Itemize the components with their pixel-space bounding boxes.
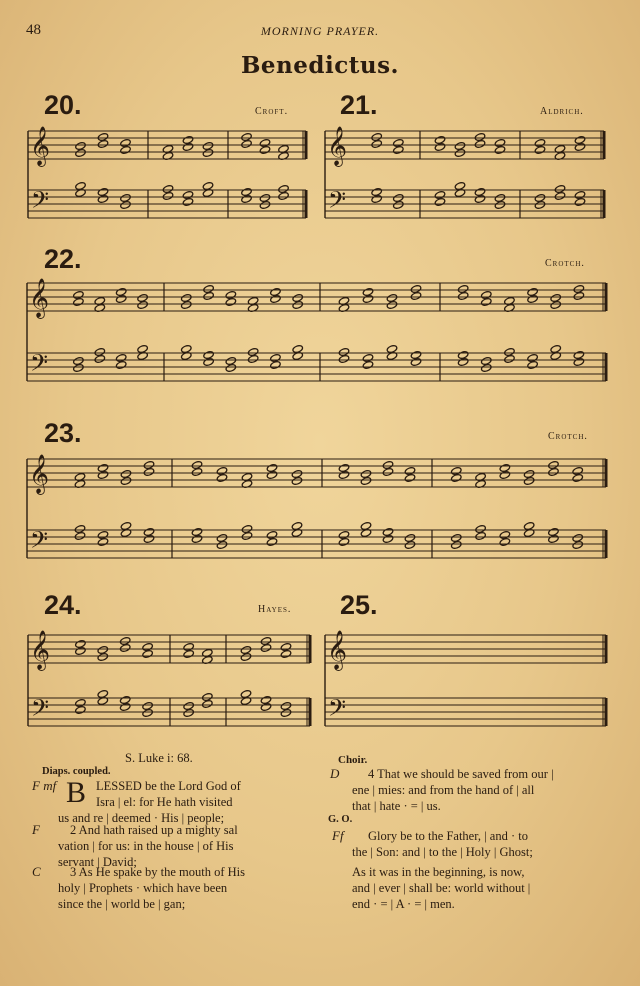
chant-21-note <box>393 200 404 209</box>
chant-24-note <box>119 695 130 704</box>
chant-21-note <box>534 138 545 147</box>
chant-20-note <box>120 138 131 147</box>
chant-20-note <box>75 141 86 150</box>
chant-22-note <box>203 350 214 359</box>
chant-23-note <box>451 466 462 475</box>
chant-23-note <box>74 531 85 540</box>
chant-22-note <box>203 291 214 300</box>
chant-24-note <box>142 642 153 651</box>
chant-20-note <box>162 191 173 200</box>
chant-22-note <box>94 354 105 363</box>
gloria-line-2: the | Son: and | to the | Holy | Ghost; <box>352 845 533 859</box>
verse-3-line-3: since the | world be | gan; <box>58 897 186 911</box>
chant-21-note <box>574 135 585 144</box>
chant-20-note <box>241 187 252 196</box>
chant-23-note <box>338 470 349 479</box>
chant-23-note <box>191 534 202 543</box>
bass-clef: 𝄢 <box>30 526 49 559</box>
key-left-3: C <box>32 864 41 879</box>
chant-23-note <box>523 469 534 478</box>
chant-23-note <box>548 467 559 476</box>
gloria-line-1: Glory be to the Father, | and · to <box>368 829 528 843</box>
chant-22-note <box>115 294 126 303</box>
chant-22-note <box>527 360 538 369</box>
chant-24-note <box>75 639 86 648</box>
chant-23-note <box>548 534 559 543</box>
chant-23-note <box>241 524 252 533</box>
chant-21-note <box>494 145 505 154</box>
treble-clef: 𝄞 <box>327 630 348 670</box>
verse-2-line-3: servant | David; <box>58 855 137 869</box>
chant-22-note <box>115 360 126 369</box>
chant-23-note <box>120 469 131 478</box>
chant-21-note <box>474 132 485 141</box>
chant-22-note <box>527 353 538 362</box>
treble-clef: 𝄞 <box>327 126 348 166</box>
chant-22-note <box>504 347 515 356</box>
chant-23-note <box>360 521 371 530</box>
chant-21-note <box>474 187 485 196</box>
chant-number-24: 24. <box>44 590 82 620</box>
chant-22-note <box>225 290 236 299</box>
chant-23-note <box>216 533 227 542</box>
chant-22-note <box>292 293 303 302</box>
chant-20-note <box>97 194 108 203</box>
chant-22-note <box>225 363 236 372</box>
chant-20-note <box>278 184 289 193</box>
chant-24-note <box>260 702 271 711</box>
chant-23-note <box>266 530 277 539</box>
chant-23-note <box>360 476 371 485</box>
chant-23-note <box>97 537 108 546</box>
chant-24-note <box>119 636 130 645</box>
verse-3-line-1: 3 As He spake by the mouth of His <box>70 865 245 879</box>
chant-22-note <box>181 344 192 353</box>
chant-21-note <box>494 200 505 209</box>
chant-22-note <box>550 344 561 353</box>
verse-4-line-1: 4 That we should be saved from our | <box>368 767 554 781</box>
bass-clef: 𝄢 <box>31 694 50 727</box>
chant-20-note <box>259 138 270 147</box>
chant-20-note <box>120 193 131 202</box>
chant-24-note <box>280 649 291 658</box>
chant-23-note <box>499 470 510 479</box>
chant-23-note <box>475 524 486 533</box>
verse-2-line-1: 2 And hath raised up a mighty sal <box>70 823 238 837</box>
chant-24-note <box>75 705 86 714</box>
chant-23-note <box>216 466 227 475</box>
chant-number-21: 21. <box>340 90 378 120</box>
chant-20-note <box>278 191 289 200</box>
chant-20-note <box>162 184 173 193</box>
chant-23-note <box>120 521 131 530</box>
chant-22-note <box>270 287 281 296</box>
chant-24-note <box>260 636 271 645</box>
composer-24: Hayes. <box>258 604 292 615</box>
chant-24-note <box>240 645 251 654</box>
chant-23-note <box>572 473 583 482</box>
chant-24-note <box>97 645 108 654</box>
chant-24-note <box>280 701 291 710</box>
chant-22-note <box>457 284 468 293</box>
chant-23-note <box>499 463 510 472</box>
chant-21-note <box>494 138 505 147</box>
chant-22-note <box>137 344 148 353</box>
composer-23: Crotch. <box>548 431 588 442</box>
chant-22-note <box>115 287 126 296</box>
chant-22-note <box>481 363 492 372</box>
chant-21-note <box>454 148 465 157</box>
chant-22-note <box>386 300 397 309</box>
composer-21: Aldrich. <box>540 106 584 117</box>
chant-24-note <box>97 652 108 661</box>
chant-23-note <box>404 466 415 475</box>
composer-22: Crotch. <box>545 258 585 269</box>
chant-23-note <box>382 467 393 476</box>
chant-20-note <box>97 132 108 141</box>
chant-22-note <box>73 356 84 365</box>
choir-label: Choir. <box>338 754 368 766</box>
chant-22-note <box>457 357 468 366</box>
chant-22-note <box>203 357 214 366</box>
chant-22-note <box>225 297 236 306</box>
chant-22-note <box>481 290 492 299</box>
chant-24-note <box>260 695 271 704</box>
chant-23-note <box>191 527 202 536</box>
chant-23-note <box>360 469 371 478</box>
chant-22-note <box>225 356 236 365</box>
chant-23-note <box>548 460 559 469</box>
chant-23-note <box>143 534 154 543</box>
chant-23-note <box>338 537 349 546</box>
chant-21-note <box>574 142 585 151</box>
gloria-line-4: and | ever | shall be: world without | <box>352 881 531 895</box>
chant-21-note <box>393 145 404 154</box>
chant-20-note <box>97 139 108 148</box>
chant-22-note <box>527 294 538 303</box>
chant-23-note <box>404 473 415 482</box>
chant-23-note <box>548 527 559 536</box>
chant-23-note <box>266 537 277 546</box>
key-left-2: F <box>32 822 40 837</box>
chant-23-note <box>291 469 302 478</box>
chant-24-note <box>75 646 86 655</box>
bass-clef: 𝄢 <box>328 186 347 219</box>
chant-22-note <box>137 300 148 309</box>
chant-21-note <box>434 135 445 144</box>
chant-23-note <box>291 521 302 530</box>
chant-number-20: 20. <box>44 90 82 120</box>
chant-20-note <box>202 141 213 150</box>
chant-23-note <box>451 540 462 549</box>
chant-number-22: 22. <box>44 244 82 274</box>
chant-24-note <box>202 692 213 701</box>
chant-20-note <box>97 187 108 196</box>
chant-23-note <box>572 540 583 549</box>
chant-21-note <box>574 190 585 199</box>
chant-21-note <box>554 184 565 193</box>
chant-24-note <box>119 702 130 711</box>
verse-2-line-2: vation | for us: in the house | of His <box>58 839 234 853</box>
chant-24-note <box>142 708 153 717</box>
chant-20-note <box>182 135 193 144</box>
chant-21-note <box>434 142 445 151</box>
chant-20-note <box>75 148 86 157</box>
chant-20-note <box>182 190 193 199</box>
chant-23-note <box>143 467 154 476</box>
chant-22-note <box>573 357 584 366</box>
chant-number-23: 23. <box>44 418 82 448</box>
chant-20-note <box>202 148 213 157</box>
verse-4-line-2: ene | mies: and from the hand of | all <box>352 783 535 797</box>
chant-21-note <box>454 141 465 150</box>
chant-22-note <box>73 363 84 372</box>
chant-23-note <box>572 533 583 542</box>
chant-23-note <box>143 460 154 469</box>
bass-clef: 𝄢 <box>328 694 347 727</box>
chant-21-note <box>474 194 485 203</box>
chant-22-note <box>573 291 584 300</box>
chant-21-note <box>454 181 465 190</box>
chant-20-note <box>75 181 86 190</box>
chant-20-note <box>120 200 131 209</box>
chant-22-note <box>573 284 584 293</box>
chant-23-note <box>338 463 349 472</box>
chant-23-note <box>241 531 252 540</box>
chant-20-note <box>259 193 270 202</box>
chant-24-note <box>142 701 153 710</box>
chant-22-note <box>270 353 281 362</box>
chant-23-note <box>382 534 393 543</box>
chant-21-note <box>574 197 585 206</box>
chant-23-note <box>404 540 415 549</box>
chant-23-note <box>216 540 227 549</box>
verse-1-line-3: us and re | deemed · His | people; <box>58 811 225 825</box>
registration: Diaps. coupled. <box>42 766 111 777</box>
chant-23-note <box>382 460 393 469</box>
chant-21-note <box>434 197 445 206</box>
chant-23-note <box>97 530 108 539</box>
chant-20-note <box>259 200 270 209</box>
chant-21-note <box>371 139 382 148</box>
chant-21-note <box>474 139 485 148</box>
chant-22-note <box>270 360 281 369</box>
chant-22-note <box>115 353 126 362</box>
chant-23-note <box>499 537 510 546</box>
chant-23-note <box>451 473 462 482</box>
chant-23-note <box>266 463 277 472</box>
chant-22-note <box>181 293 192 302</box>
chant-24-note <box>119 643 130 652</box>
chant-23-note <box>120 476 131 485</box>
chant-21-note <box>494 193 505 202</box>
chant-21-note <box>534 145 545 154</box>
page-title: Benedictus. <box>240 52 400 79</box>
verse-1-line-1: LESSED be the Lord God of <box>96 779 241 793</box>
chant-number-25: 25. <box>340 590 378 620</box>
chant-22-note <box>292 300 303 309</box>
chant-22-note <box>457 291 468 300</box>
composer-20: Croft. <box>255 106 289 117</box>
chant-24-note <box>240 689 251 698</box>
chant-22-note <box>73 297 84 306</box>
running-head: MORNING PRAYER. <box>260 24 380 38</box>
chant-23-note <box>216 473 227 482</box>
gloria-key: Ff <box>332 828 344 843</box>
chant-22-note <box>504 354 515 363</box>
chant-24-note <box>183 642 194 651</box>
verse-3-line-2: holy | Prophets · which have been <box>58 881 228 895</box>
chant-22-note <box>203 284 214 293</box>
chant-24-note <box>260 643 271 652</box>
chant-22-note <box>481 297 492 306</box>
chant-21-note <box>534 193 545 202</box>
chant-22-note <box>362 294 373 303</box>
chant-22-note <box>181 300 192 309</box>
chant-23-note <box>338 530 349 539</box>
treble-clef: 𝄞 <box>30 126 51 166</box>
chant-22-note <box>292 344 303 353</box>
chant-22-note <box>410 284 421 293</box>
gloria-line-3: As it was in the beginning, is now, <box>352 865 525 879</box>
chant-23-note <box>475 531 486 540</box>
chant-23-note <box>523 521 534 530</box>
chant-22-note <box>386 344 397 353</box>
chant-21-note <box>554 191 565 200</box>
chant-24-note <box>183 649 194 658</box>
chant-23-note <box>523 476 534 485</box>
chant-24-note <box>183 701 194 710</box>
bass-clef: 𝄢 <box>30 349 49 382</box>
chant-20-note <box>182 142 193 151</box>
chant-24-note <box>97 689 108 698</box>
chant-23-note <box>143 527 154 536</box>
chant-21-note <box>393 193 404 202</box>
treble-clef: 𝄞 <box>29 454 50 494</box>
drop-cap: B <box>66 776 87 809</box>
chant-22-note <box>527 287 538 296</box>
chant-22-note <box>247 347 258 356</box>
chant-22-note <box>338 347 349 356</box>
chant-22-note <box>338 354 349 363</box>
chant-20-note <box>241 139 252 148</box>
chant-23-note <box>266 470 277 479</box>
chant-22-note <box>573 350 584 359</box>
chant-24-note <box>75 698 86 707</box>
chant-22-note <box>386 293 397 302</box>
chant-22-note <box>550 300 561 309</box>
chant-20-note <box>259 145 270 154</box>
chant-23-note <box>97 470 108 479</box>
chant-24-note <box>183 708 194 717</box>
key-right-1: D <box>330 766 340 781</box>
chant-23-note <box>451 533 462 542</box>
chant-23-note <box>382 527 393 536</box>
chant-22-note <box>550 293 561 302</box>
chant-23-note <box>191 467 202 476</box>
treble-clef: 𝄞 <box>30 630 51 670</box>
chant-20-note <box>182 197 193 206</box>
chant-20-note <box>241 132 252 141</box>
chant-24-note <box>280 708 291 717</box>
chant-23-note <box>74 524 85 533</box>
chant-23-note <box>572 466 583 475</box>
chant-22-note <box>362 287 373 296</box>
chant-24-note <box>280 642 291 651</box>
gloria-label: G. O. <box>328 814 353 825</box>
chant-22-note <box>362 353 373 362</box>
chant-22-note <box>270 294 281 303</box>
chant-22-note <box>457 350 468 359</box>
chant-22-note <box>247 354 258 363</box>
scripture-source: S. Luke i: 68. <box>125 751 193 765</box>
chant-21-note <box>434 190 445 199</box>
verse-4-line-3: that | hate · = | us. <box>352 799 441 813</box>
chant-21-note <box>371 187 382 196</box>
verse-1-line-2: Isra | el: for He hath visited <box>96 795 233 809</box>
chant-22-note <box>410 357 421 366</box>
chant-22-note <box>410 350 421 359</box>
chant-22-note <box>73 290 84 299</box>
chant-22-note <box>410 291 421 300</box>
chant-22-note <box>362 360 373 369</box>
gloria-line-5: end · = | A · = | men. <box>352 897 455 911</box>
treble-clef: 𝄞 <box>29 278 50 318</box>
chant-20-note <box>120 145 131 154</box>
chant-20-note <box>241 194 252 203</box>
chant-22-note <box>481 356 492 365</box>
chant-24-note <box>202 699 213 708</box>
key-left-1: F mf <box>32 778 57 793</box>
chant-20-note <box>202 181 213 190</box>
chant-21-note <box>393 138 404 147</box>
chant-23-note <box>97 463 108 472</box>
chant-21-note <box>371 194 382 203</box>
bass-clef: 𝄢 <box>31 186 50 219</box>
chant-24-note <box>142 649 153 658</box>
chant-21-note <box>534 200 545 209</box>
chant-22-note <box>94 347 105 356</box>
chant-21-note <box>371 132 382 141</box>
chant-23-note <box>499 530 510 539</box>
chant-22-note <box>137 293 148 302</box>
chant-23-note <box>404 533 415 542</box>
page-number: 48 <box>26 22 41 38</box>
chant-23-note <box>191 460 202 469</box>
chant-23-note <box>291 476 302 485</box>
chant-24-note <box>240 652 251 661</box>
